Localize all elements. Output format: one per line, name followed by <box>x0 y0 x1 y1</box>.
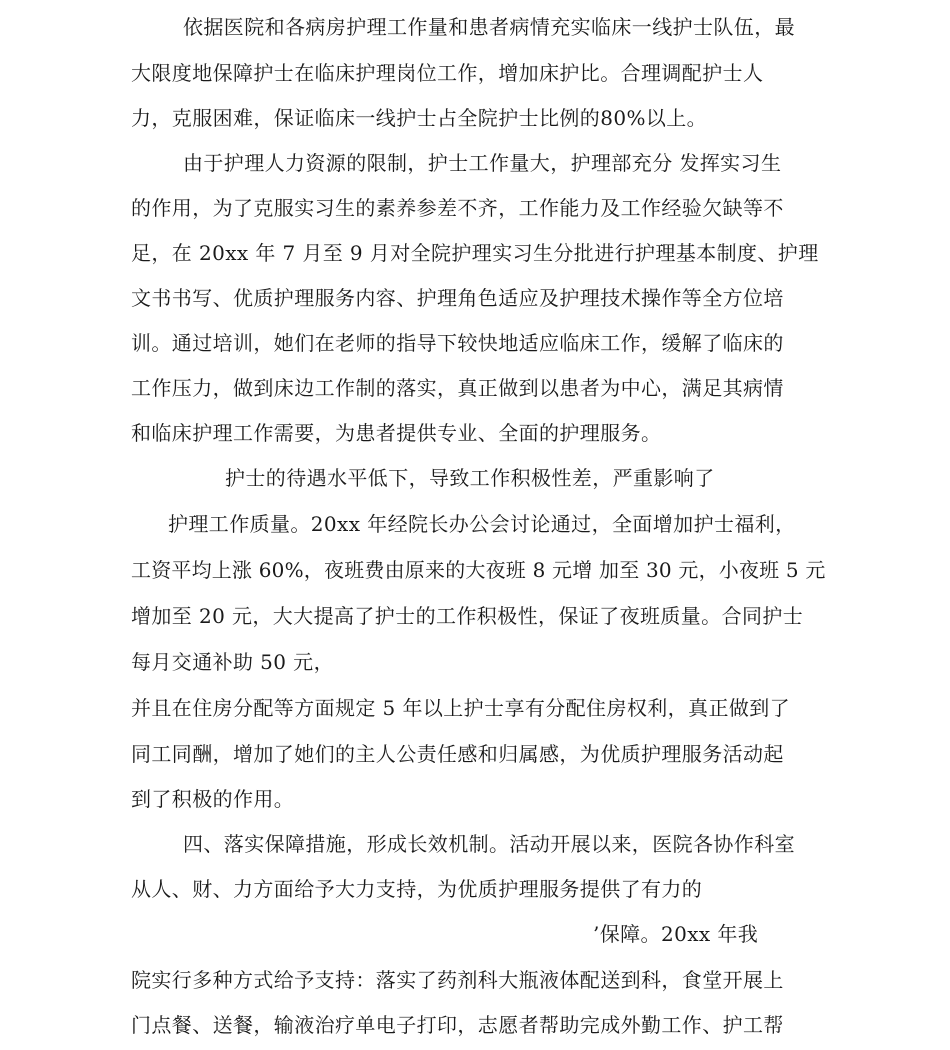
text-line: 四、落实保障措施，形成长效机制。活动开展以来，医院各协作科室 <box>183 832 795 856</box>
text-line: 由于护理人力资源的限制，护士工作量大，护理部充分 发挥实习生 <box>183 151 782 175</box>
text-line: 力，克服困难，保证临床一线护士占全院护士比例的80%以上。 <box>131 106 708 130</box>
text-line: 到了积极的作用。 <box>131 787 295 811</box>
text-line: 的作用，为了克服实习生的素养参差不齐，工作能力及工作经验欠缺等不 <box>131 196 784 220</box>
text-line: 文书书写、优质护理服务内容、护理角色适应及护理技术操作等全方位培 <box>131 286 784 310</box>
text-line: 工资平均上涨 60%，夜班费由原来的大夜班 8 元增 加至 30 元，小夜班 5 元 <box>131 558 826 582</box>
text-line: 和临床护理工作需要，为患者提供专业、全面的护理服务。 <box>131 421 662 445</box>
text-line: 护士的待遇水平低下，导致工作积极性差，严重影响了 <box>225 466 715 490</box>
text-line: 同工同酬，增加了她们的主人公责任感和归属感，为优质护理服务活动起 <box>131 742 784 766</box>
text-line: 并且在住房分配等方面规定 5 年以上护士享有分配住房权利，真正做到了 <box>131 696 791 720</box>
text-line: 依据医院和各病房护理工作量和患者病情充实临床一线护士队伍，最 <box>183 15 795 39</box>
text-line: 每月交通补助 50 元， <box>131 650 334 674</box>
text-line: 院实行多种方式给予支持：落实了药剂科大瓶液体配送到科，食堂开展上 <box>131 968 784 992</box>
text-line: 足，在 20xx 年 7 月至 9 月对全院护理实习生分批进行护理基本制度、护理 <box>131 241 819 265</box>
text-line: ’保障。20xx 年我 <box>593 922 759 946</box>
text-line: 门点餐、送餐，输液治疗单电子打印，志愿者帮助完成外勤工作、护工帮 <box>131 1013 784 1037</box>
text-line: 从人、财、力方面给予大力支持，为优质护理服务提供了有力的 <box>131 877 703 901</box>
text-line: 护理工作质量。20xx 年经院长办公会讨论通过，全面增加护士福利， <box>168 512 796 536</box>
text-line: 增加至 20 元，大大提高了护士的工作积极性，保证了夜班质量。合同护士 <box>131 604 804 628</box>
text-line: 工作压力，做到床边工作制的落实，真正做到以患者为中心，满足其病情 <box>131 376 784 400</box>
text-line: 训。通过培训，她们在老师的指导下较快地适应临床工作，缓解了临床的 <box>131 331 784 355</box>
text-line: 大限度地保障护士在临床护理岗位工作，增加床护比。合理调配护士人 <box>131 61 764 85</box>
